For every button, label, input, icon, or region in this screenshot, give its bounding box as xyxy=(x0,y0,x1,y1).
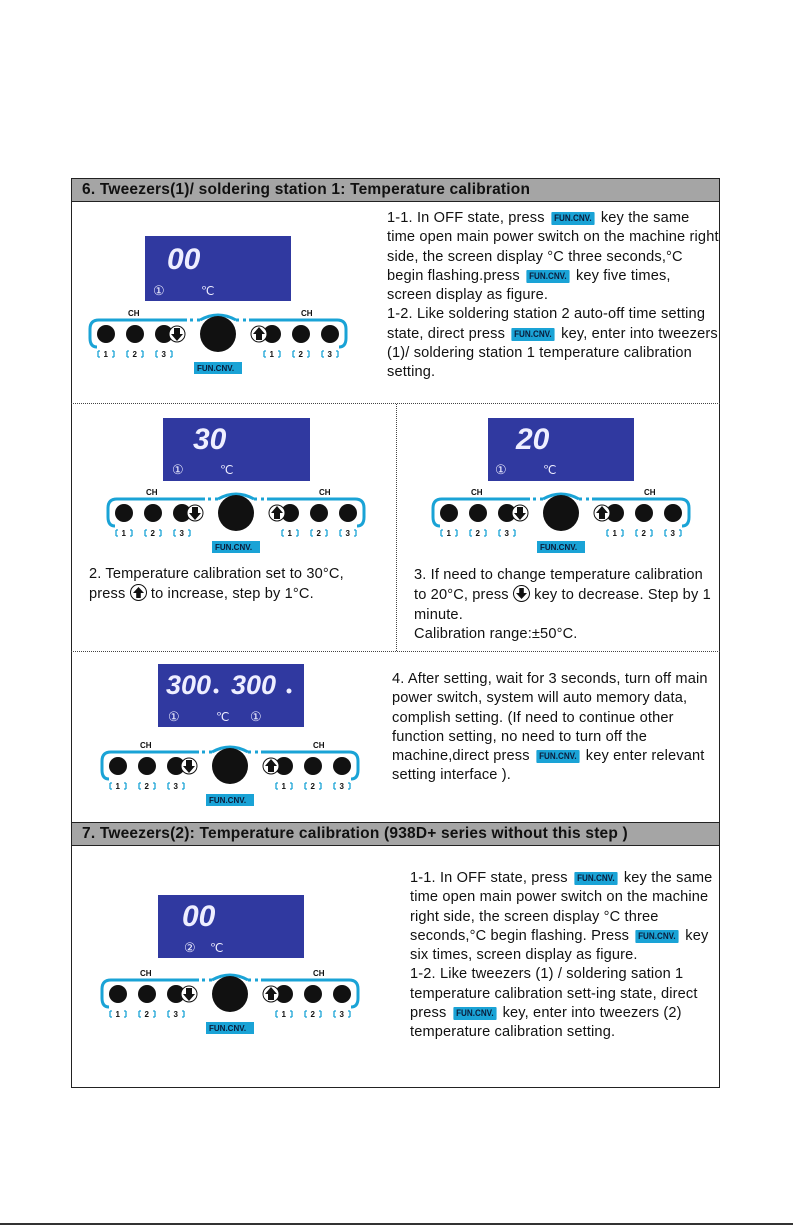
number-label xyxy=(139,782,155,791)
svg-text:1: 1 xyxy=(121,529,126,538)
s6-step2-text xyxy=(89,565,384,605)
svg-text:2: 2 xyxy=(310,1010,315,1019)
svg-text:3: 3 xyxy=(504,529,509,538)
svg-text:3: 3 xyxy=(670,529,675,538)
svg-text:2: 2 xyxy=(144,782,149,791)
section-7-header: 7. Tweezers(2): Temperature calibration (938D+ series without this step ) xyxy=(71,822,720,846)
ch-label: CH xyxy=(644,488,656,497)
s7-step1-b: key the same time open main power switch on the machine right side, the screen display °C three seconds,°C begin flashing. Press xyxy=(410,870,713,944)
panel-button[interactable] xyxy=(115,504,133,522)
ch-label: CH xyxy=(319,488,331,497)
s6-step1-e: key, enter into tweezers (1)/ soldering station 1 temperature calibration setting. xyxy=(387,325,718,381)
control-panel xyxy=(87,305,349,382)
down-arrow-icon[interactable] xyxy=(169,326,185,342)
svg-text:3: 3 xyxy=(327,350,332,359)
down-arrow-icon[interactable] xyxy=(187,505,203,521)
ch-label: CH xyxy=(471,488,483,497)
lcd-display-s6-step1 xyxy=(145,236,291,301)
svg-text:2: 2 xyxy=(475,529,480,538)
celsius-icon: ℃ xyxy=(201,284,215,298)
lcd-digits: 20 xyxy=(516,423,550,456)
number-label xyxy=(168,782,184,791)
control-panel xyxy=(105,484,367,561)
number-label xyxy=(174,529,190,538)
panel-button[interactable] xyxy=(97,325,115,343)
s6-step1-b: key the same time open main power switch on the machine right side, the screen display °C three seconds,°C begin flashing.press xyxy=(387,210,719,284)
fun-cnv-key-icon xyxy=(194,362,242,374)
fun-cnv-key-icon xyxy=(206,1022,254,1034)
svg-text:3: 3 xyxy=(173,782,178,791)
s6-step3-c: Calibration range:±50°C. xyxy=(414,625,578,642)
lcd-digits: 30 xyxy=(193,423,227,456)
number-label xyxy=(110,1010,126,1019)
power-knob[interactable] xyxy=(200,316,236,352)
svg-text:3: 3 xyxy=(345,529,350,538)
control-panel xyxy=(99,965,361,1042)
ch-label: CH xyxy=(146,488,158,497)
power-knob[interactable] xyxy=(212,976,248,1012)
fun-cnv-key-icon xyxy=(206,794,254,806)
down-arrow-icon[interactable] xyxy=(181,758,197,774)
svg-text:3: 3 xyxy=(339,782,344,791)
number-label xyxy=(311,529,327,538)
up-arrow-key-icon xyxy=(130,584,147,601)
panel-button[interactable] xyxy=(292,325,310,343)
svg-text:1: 1 xyxy=(446,529,451,538)
down-arrow-key-icon xyxy=(513,585,530,602)
svg-text:3: 3 xyxy=(179,529,184,538)
number-label xyxy=(127,350,143,359)
number-label xyxy=(264,350,280,359)
s6-step4-a: 4. After setting, wait for 3 seconds, turn off main power switch, system will auto memory data, complish setting. (If need to continue other function setting, no need to turn off the machine,direct press xyxy=(392,671,708,765)
lcd-digits-left: 300 xyxy=(166,670,212,700)
panel-button[interactable] xyxy=(138,757,156,775)
number-label xyxy=(276,782,292,791)
s7-step1-text xyxy=(410,869,718,1043)
panel-button[interactable] xyxy=(440,504,458,522)
svg-text:1: 1 xyxy=(281,1010,286,1019)
panel-button[interactable] xyxy=(138,985,156,1003)
svg-text:2: 2 xyxy=(298,350,303,359)
number-label xyxy=(340,529,356,538)
fun-cnv-key-icon: FUN.CNV. xyxy=(551,212,594,225)
button-panel-graphic xyxy=(99,965,361,1037)
up-arrow-icon[interactable] xyxy=(269,505,285,521)
control-panel xyxy=(99,737,361,814)
s6-step2-a: 2. Temperature calibration set to 30°C, press xyxy=(89,566,344,603)
lcd-display-s6-step3 xyxy=(488,418,634,481)
fun-cnv-key-icon: FUN.CNV. xyxy=(512,328,555,341)
number-label xyxy=(441,529,457,538)
number-label xyxy=(665,529,681,538)
s6-step3-a: 3. If need to change temperature calibration to 20°C, press xyxy=(414,567,703,604)
control-panel xyxy=(430,484,692,561)
svg-text:2: 2 xyxy=(144,1010,149,1019)
divider xyxy=(71,651,720,652)
fun-cnv-key-icon: FUN.CNV. xyxy=(536,750,579,763)
panel-button[interactable] xyxy=(109,985,127,1003)
svg-text:1: 1 xyxy=(612,529,617,538)
svg-text:2: 2 xyxy=(150,529,155,538)
s6-step4-text xyxy=(392,670,718,786)
panel-button[interactable] xyxy=(333,757,351,775)
number-label xyxy=(276,1010,292,1019)
channel-2-icon: ② xyxy=(184,940,196,955)
s6-step1-c: key five times, screen display as figure. xyxy=(387,267,671,304)
channel-1-icon: ① xyxy=(250,709,262,724)
up-arrow-icon[interactable] xyxy=(594,505,610,521)
button-panel-graphic xyxy=(105,484,367,556)
svg-text:FUN.CNV.: FUN.CNV. xyxy=(197,364,235,373)
s7-step1-d: 1-2. Like tweezers (1) / soldering sation 1 temperature calibration sett-ing state, direct press xyxy=(410,966,698,1022)
panel-button[interactable] xyxy=(109,757,127,775)
fun-cnv-key-icon xyxy=(537,541,585,553)
lcd-display-s6-step4 xyxy=(158,664,304,727)
s6-step3-b: key to decrease. Step by 1 minute. xyxy=(414,587,711,623)
panel-button[interactable] xyxy=(126,325,144,343)
number-label xyxy=(322,350,338,359)
lcd-digits: 00 xyxy=(182,900,216,933)
lcd-dot xyxy=(214,689,219,694)
panel-button[interactable] xyxy=(144,504,162,522)
lcd-dot xyxy=(287,689,292,694)
panel-button[interactable] xyxy=(333,985,351,1003)
svg-text:FUN.CNV.: FUN.CNV. xyxy=(540,543,578,552)
s6-step1-d: 1-2. Like soldering station 2 auto-off time setting state, direct press xyxy=(387,306,706,342)
svg-text:1: 1 xyxy=(115,1010,120,1019)
number-label xyxy=(305,782,321,791)
number-label xyxy=(156,350,172,359)
ch-label: CH xyxy=(128,309,140,318)
lcd-digits: 00 xyxy=(167,243,201,276)
number-label xyxy=(636,529,652,538)
number-label xyxy=(305,1010,321,1019)
number-label xyxy=(98,350,114,359)
channel-1-icon: ① xyxy=(495,462,507,477)
s7-step1-c: key six times, screen display as figure. xyxy=(410,927,709,964)
down-arrow-icon[interactable] xyxy=(512,505,528,521)
lcd-display-s6-step2 xyxy=(163,418,310,481)
fun-cnv-key-icon xyxy=(212,541,260,553)
lcd-display-s7-step1 xyxy=(158,895,304,958)
panel-button[interactable] xyxy=(304,985,322,1003)
svg-text:2: 2 xyxy=(316,529,321,538)
ch-label: CH xyxy=(313,741,325,750)
power-knob[interactable] xyxy=(212,748,248,784)
section-6-header: 6. Tweezers(1)/ soldering station 1: Temperature calibration xyxy=(71,178,720,202)
svg-text:FUN.CNV.: FUN.CNV. xyxy=(209,1024,247,1033)
button-panel-graphic xyxy=(99,737,361,809)
s7-step1-a: 1-1. In OFF state, press xyxy=(410,870,568,886)
channel-1-icon: ① xyxy=(153,283,165,298)
svg-text:1: 1 xyxy=(281,782,286,791)
down-arrow-icon[interactable] xyxy=(181,986,197,1002)
number-label xyxy=(110,782,126,791)
number-label xyxy=(607,529,623,538)
channel-1-icon: ① xyxy=(172,462,184,477)
divider-vertical xyxy=(396,404,397,651)
button-panel-graphic xyxy=(87,305,349,377)
svg-text:3: 3 xyxy=(339,1010,344,1019)
panel-button[interactable] xyxy=(310,504,328,522)
svg-text:3: 3 xyxy=(173,1010,178,1019)
ch-label: CH xyxy=(313,969,325,978)
celsius-icon: ℃ xyxy=(543,463,557,477)
panel-button[interactable] xyxy=(664,504,682,522)
s6-step1-text xyxy=(387,209,719,383)
svg-text:2: 2 xyxy=(641,529,646,538)
svg-text:3: 3 xyxy=(161,350,166,359)
panel-button[interactable] xyxy=(321,325,339,343)
power-knob[interactable] xyxy=(543,495,579,531)
fun-cnv-key-icon: FUN.CNV. xyxy=(636,930,679,943)
svg-text:1: 1 xyxy=(269,350,274,359)
panel-button[interactable] xyxy=(469,504,487,522)
number-label xyxy=(145,529,161,538)
number-label xyxy=(139,1010,155,1019)
lcd-digits-right: 300 xyxy=(231,670,277,700)
ch-label: CH xyxy=(140,741,152,750)
ch-label: CH xyxy=(301,309,313,318)
fun-cnv-key-icon: FUN.CNV. xyxy=(526,270,569,283)
celsius-icon: ℃ xyxy=(216,710,230,724)
ch-label: CH xyxy=(140,969,152,978)
svg-text:FUN.CNV.: FUN.CNV. xyxy=(215,543,253,552)
fun-cnv-key-icon: FUN.CNV. xyxy=(453,1007,496,1020)
celsius-icon: ℃ xyxy=(210,941,224,955)
up-arrow-icon[interactable] xyxy=(251,326,267,342)
panel-button[interactable] xyxy=(339,504,357,522)
power-knob[interactable] xyxy=(218,495,254,531)
number-label xyxy=(470,529,486,538)
svg-text:2: 2 xyxy=(310,782,315,791)
panel-button[interactable] xyxy=(304,757,322,775)
up-arrow-icon[interactable] xyxy=(263,758,279,774)
number-label xyxy=(499,529,515,538)
svg-text:1: 1 xyxy=(115,782,120,791)
svg-text:2: 2 xyxy=(132,350,137,359)
number-label xyxy=(282,529,298,538)
number-label xyxy=(293,350,309,359)
s7-step1-e: key, enter into tweezers (2) temperature calibration setting. xyxy=(410,1005,682,1041)
channel-1-icon: ① xyxy=(168,709,180,724)
number-label xyxy=(116,529,132,538)
s6-step4-b: key enter relevant setting interface ). xyxy=(392,748,705,784)
panel-button[interactable] xyxy=(635,504,653,522)
fun-cnv-key-icon: FUN.CNV. xyxy=(574,872,617,885)
button-panel-graphic xyxy=(430,484,692,556)
number-label xyxy=(334,782,350,791)
number-label xyxy=(168,1010,184,1019)
up-arrow-icon[interactable] xyxy=(263,986,279,1002)
s6-step2-b: to increase, step by 1°C. xyxy=(150,586,314,603)
s6-step1-a: 1-1. In OFF state, press xyxy=(387,210,545,226)
celsius-icon: ℃ xyxy=(220,463,234,477)
svg-text:1: 1 xyxy=(103,350,108,359)
svg-text:1: 1 xyxy=(287,529,292,538)
s6-step3-text xyxy=(414,566,714,644)
svg-text:FUN.CNV.: FUN.CNV. xyxy=(209,796,247,805)
number-label xyxy=(334,1010,350,1019)
